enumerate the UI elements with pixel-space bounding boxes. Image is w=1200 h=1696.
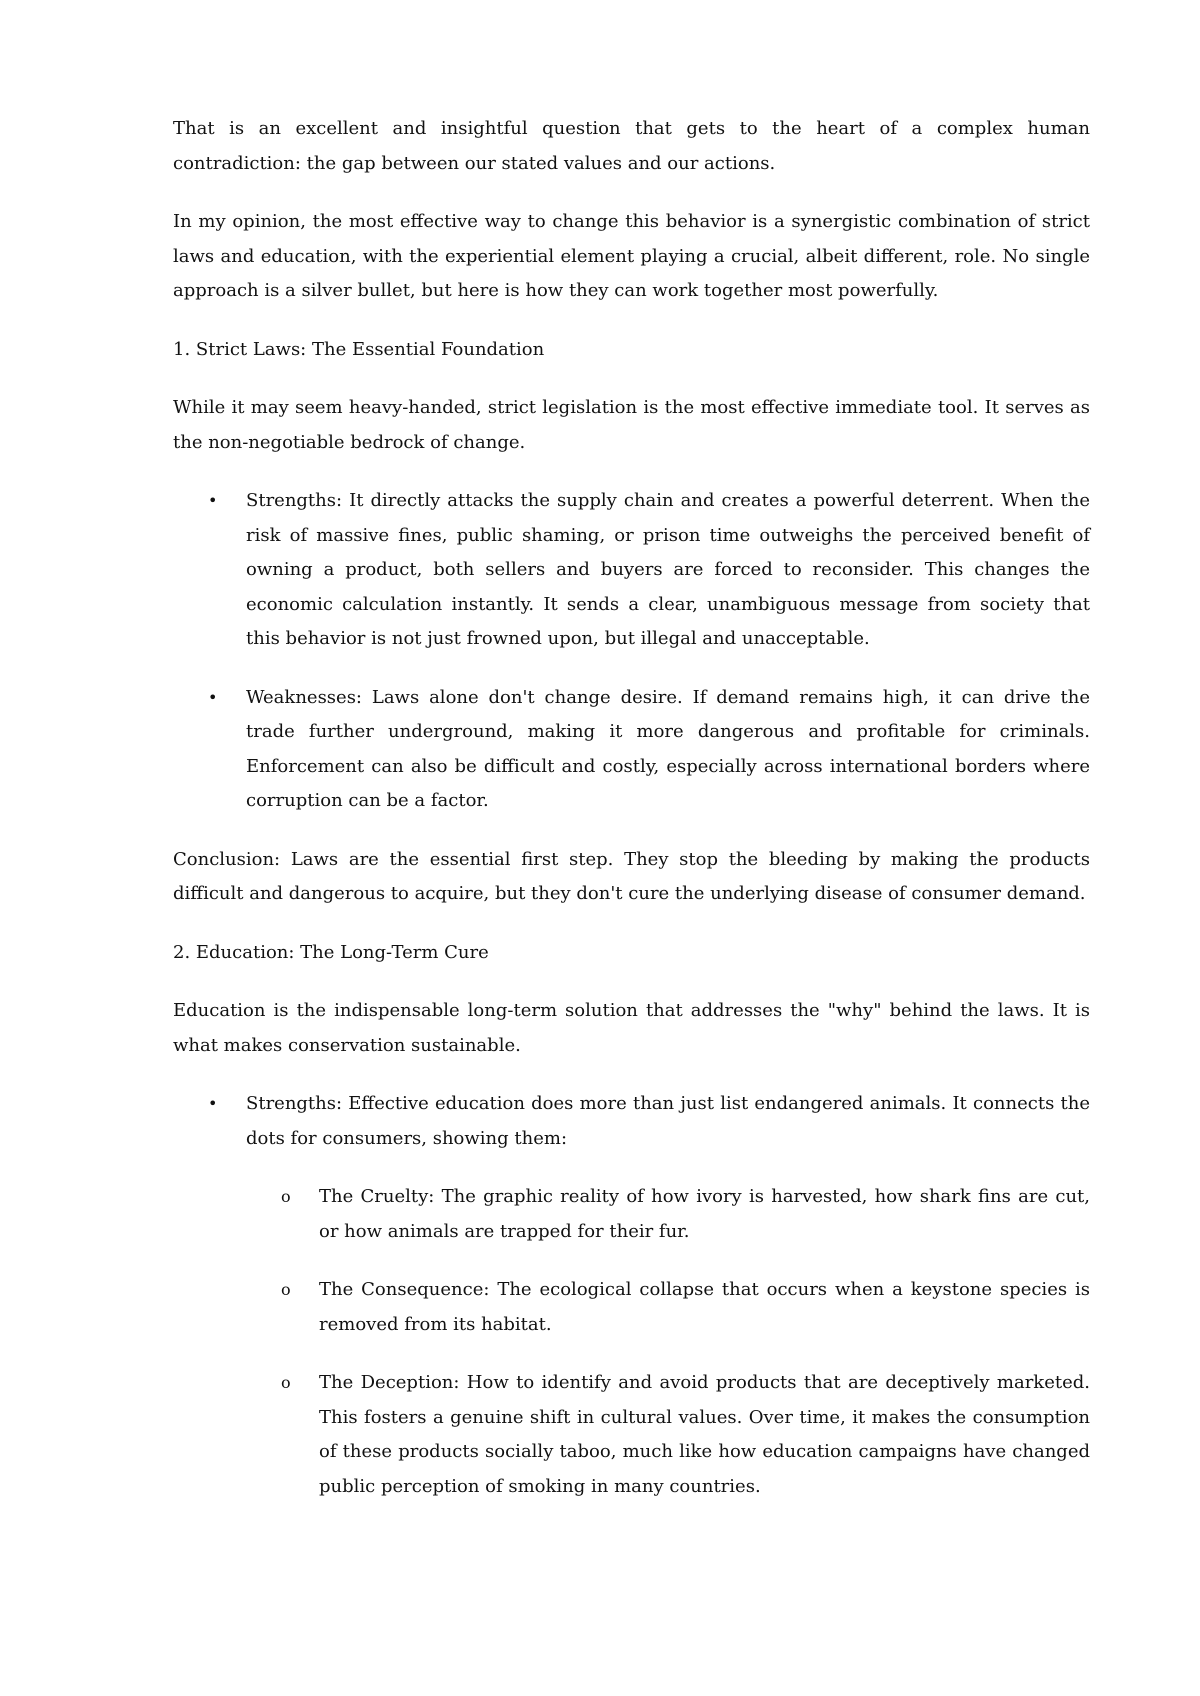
sublist-item-consequence (246, 1273, 1090, 1342)
bullet-icon: • (208, 491, 218, 510)
section-heading-education: 2. Education: The Long-Term Cure (173, 941, 489, 963)
laws-weaknesses-text: Weaknesses: Laws alone don't change desire. If demand remains high, it can drive the trade further underground, making it more dangerous and profitable for criminals. Enforcement can also be difficult and costly, especially across international borders where corruption can be a factor. (246, 686, 1090, 811)
document-body (173, 112, 1090, 1528)
deception-text: The Deception: How to identify and avoid products that are deceptively marketed. This fosters a genuine shift in cultural values. Over time, it makes the consumption of these products socially taboo, much like how education campaigns have changed public perception of smoking in many countries. (319, 1372, 1090, 1497)
sub-bullet-icon: o (281, 1187, 291, 1206)
laws-strengths-text: Strengths: It directly attacks the supply chain and creates a powerful deterrent. When the risk of massive fines, public shaming, or prison time outweighs the perceived benefit of owning a product, both sellers and buyers are forced to reconsider. This changes the economic calculation instantly. It sends a clear, unambiguous message from society that this behavior is not just frowned upon, but illegal and unacceptable. (246, 490, 1090, 649)
education-intro-paragraph: Education is the indispensable long-term solution that addresses the "why" behind the laws. It is what makes conservation sustainable. (173, 1000, 1090, 1056)
consequence-text: The Consequence: The ecological collapse that occurs when a keystone species is removed from its habitat. (319, 1279, 1090, 1335)
opinion-paragraph: In my opinion, the most effective way to change this behavior is a synergistic combination of strict laws and education, with the experiential element playing a crucial, albeit different, role. No single approach is a silver bullet, but here is how they can work together most powerfully. (173, 211, 1090, 301)
sub-bullet-icon: o (281, 1373, 291, 1392)
bullet-icon: • (208, 687, 218, 707)
bullet-icon: • (208, 1094, 218, 1113)
laws-conclusion-paragraph: Conclusion: Laws are the essential first step. They stop the bleeding by making the products difficult and dangerous to acquire, but they don't cure the underlying disease of consumer demand. (173, 848, 1090, 904)
education-strengths-text: Strengths: Effective education does more than just list endangered animals. It connects the dots for consumers, showing them: (246, 1093, 1090, 1149)
section-heading-laws: 1. Strict Laws: The Essential Foundation (173, 338, 545, 360)
sublist-item-deception (246, 1366, 1090, 1504)
list-item-laws-weaknesses (173, 681, 1090, 819)
sub-bullet-icon: o (281, 1280, 291, 1299)
laws-list (173, 484, 1090, 819)
intro-paragraph: That is an excellent and insightful question that gets to the heart of a complex human contradiction: the gap between our stated values and our actions. (173, 118, 1090, 174)
education-list (173, 1087, 1090, 1504)
laws-intro-paragraph: While it may seem heavy-handed, strict legislation is the most effective immediate tool. It serves as the non-negotiable bedrock of change. (173, 397, 1090, 453)
cruelty-text: The Cruelty: The graphic reality of how ivory is harvested, how shark fins are cut, or how animals are trapped for their fur. (319, 1186, 1090, 1242)
list-item-laws-strengths (173, 484, 1090, 657)
sublist-item-cruelty (246, 1180, 1090, 1249)
list-item-education-strengths (173, 1087, 1090, 1504)
education-sublist (246, 1180, 1090, 1504)
